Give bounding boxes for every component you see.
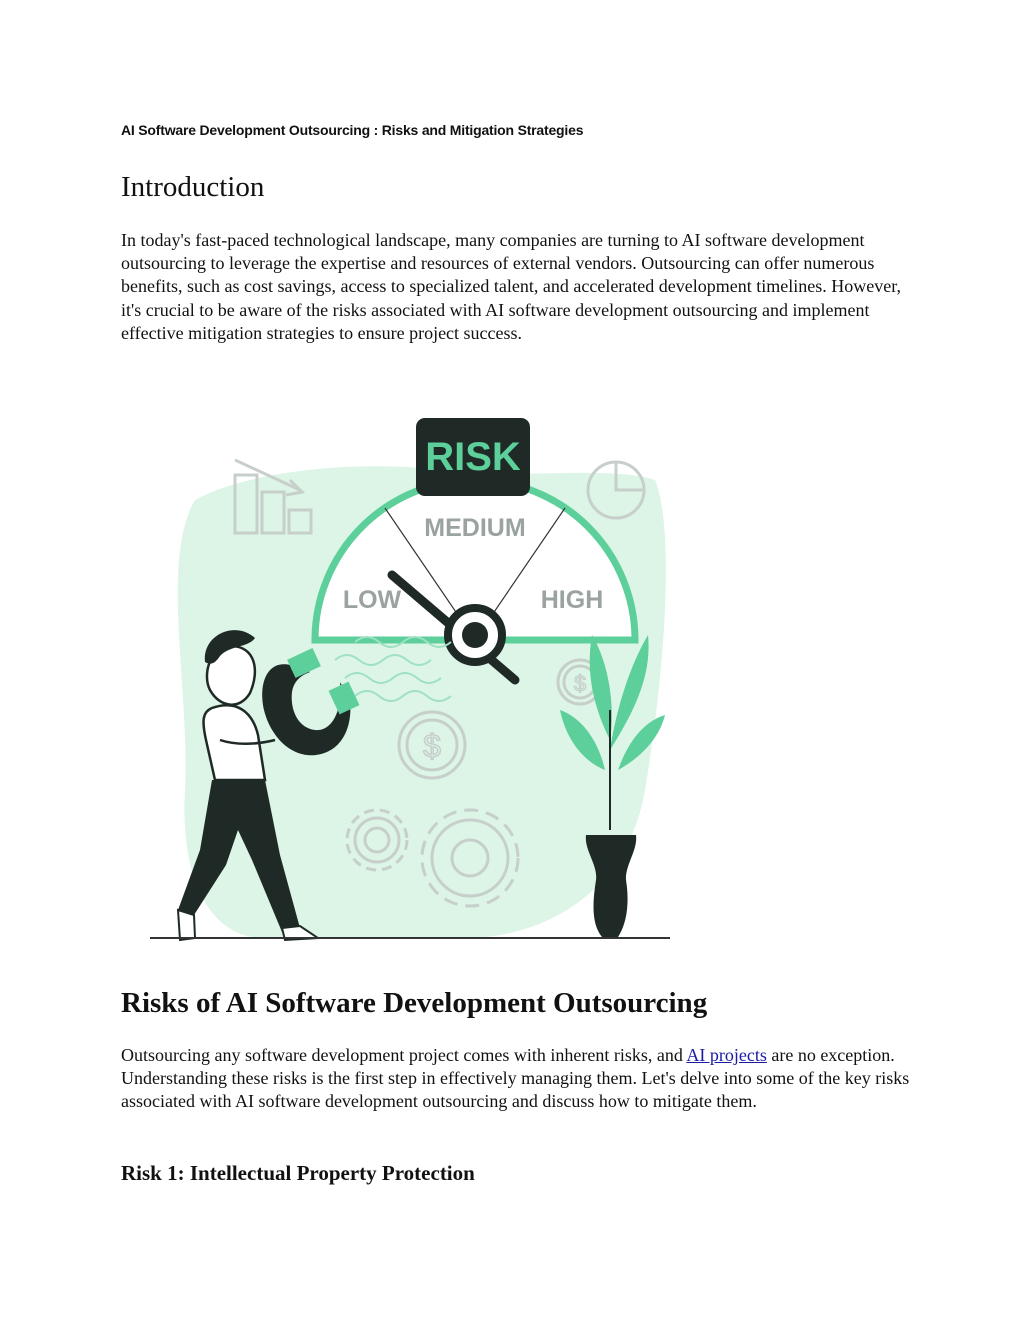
gauge-label-low: LOW	[342, 586, 402, 614]
risk-sign	[416, 418, 530, 496]
ai-projects-link[interactable]: AI projects	[686, 1045, 767, 1065]
introduction-heading: Introduction	[121, 171, 265, 203]
risks-paragraph	[121, 1044, 921, 1114]
risks-paragraph-part1: Outsourcing any software development project comes with inherent risks, and	[121, 1045, 687, 1065]
gauge-label-high: HIGH	[540, 586, 604, 614]
introduction-paragraph: In today's fast-paced technological landscape, many companies are turning to AI software development outsourcing to leverage the expertise and resources of external vendors. Outsourcing can offer numerous benefits, such as cost savings, access to specialized talent, and accelerated development timelines. However, it's crucial to be aware of the risks associated with AI software development outsourcing and implement effective mitigation strategies to ensure project success.	[121, 230, 901, 343]
risk-1-heading: Risk 1: Intellectual Property Protection	[121, 1161, 475, 1185]
risks-paragraph-part2: are no exception. Understanding these risks is the first step in effectively managing them. Let's delve into some of the key risks associated with AI software development outsourcing and discuss how to mitigate them.	[121, 1045, 910, 1112]
risks-heading: Risks of AI Software Development Outsourcing	[121, 987, 708, 1019]
risk-sign-text: RISK	[425, 435, 521, 479]
risk-meter-illustration	[140, 410, 680, 945]
svg-text:$: $	[423, 728, 441, 764]
gauge-label-medium: MEDIUM	[424, 514, 526, 542]
svg-text:$: $	[573, 671, 587, 696]
document-title: AI Software Development Outsourcing : Risks and Mitigation Strategies	[121, 122, 584, 138]
